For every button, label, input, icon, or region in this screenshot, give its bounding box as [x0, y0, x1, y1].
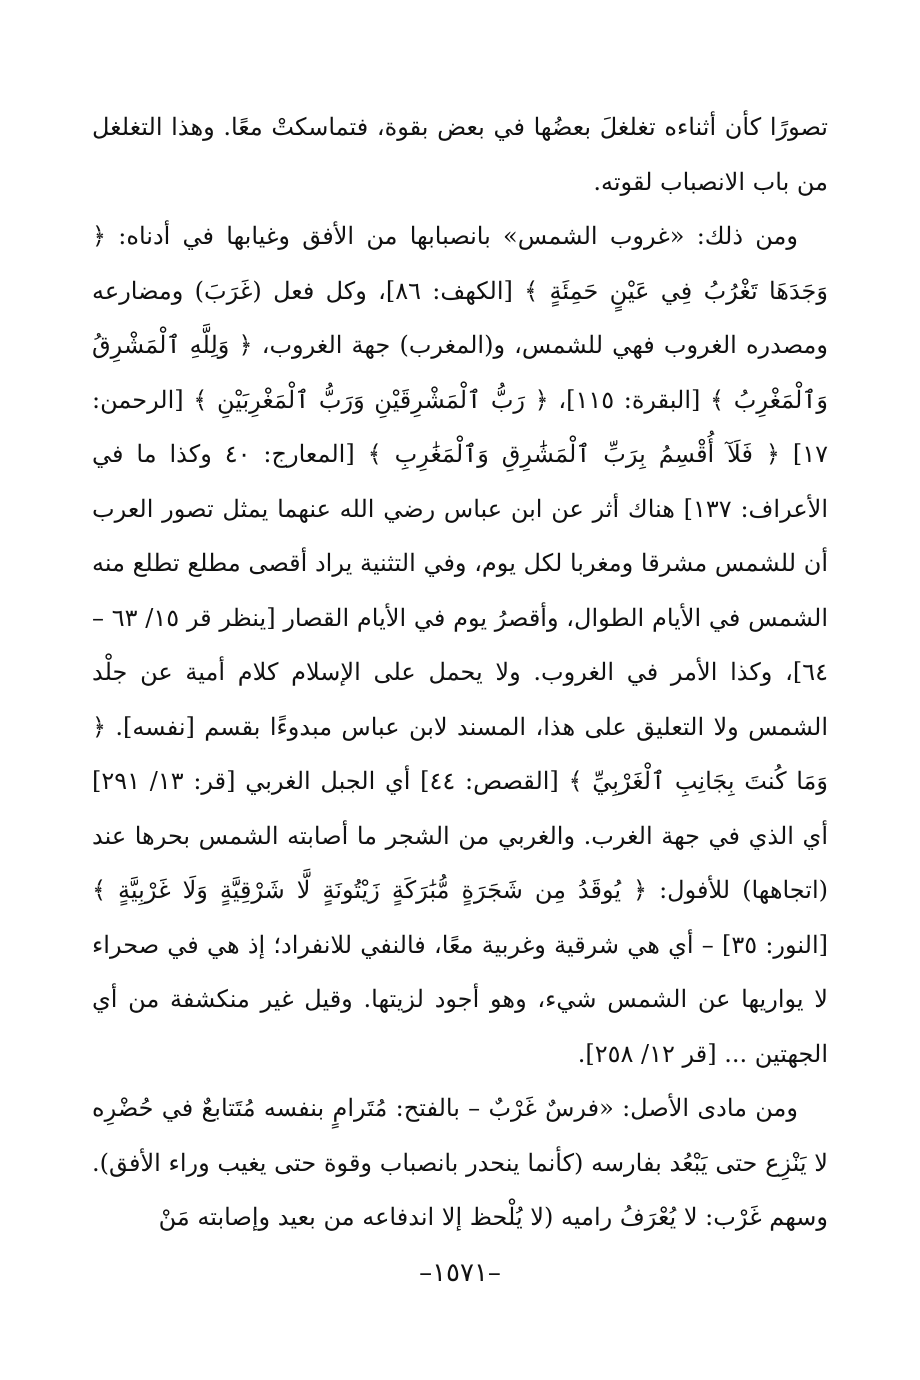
paragraph-sunset-examples: ومن ذلك: «غروب الشمس» بانصبابها من الأفق وغيابها في أدناه: ﴿ وَجَدَهَا تَغْرُبُ فِي عَيْنٍ حَمِئَةٍ ﴾ [الكهف: ٨٦]، وكل فعل (غَرَبَ) ومضارعه ومصدره الغروب فهي للشمس، و(المغرب) جهة الغروب، ﴿ وَلِلَّهِ ٱلْمَشْرِقُ وَٱلْمَغْرِبُ ﴾ [البقرة: ١١٥]، ﴿ رَبُّ ٱلْمَشْرِقَيْنِ وَرَبُّ ٱلْمَغْرِبَيْنِ ﴾ [الرحمن: ١٧] ﴿ فَلَآ أُقْسِمُ بِرَبِّ ٱلْمَشَٰرِقِ وَٱلْمَغَٰرِبِ ﴾ [المعارج: ٤٠ وكذا ما في الأعراف: ١٣٧] هناك أثر عن ابن عباس رضي الله عنهما يمثل تصور العرب أن للشمس مشرقا ومغربا لكل يوم، وفي التثنية يراد أقصى مطلع تطلع منه الشمس في الأيام الطوال، وأقصرُ يوم في الأيام القصار [ينظر قر ١٥/ ٦٣ – ٦٤]، وكذا الأمر في الغروب. ولا يحمل على الإسلام كلام أمية عن جلْد الشمس ولا التعليق على هذا، المسند لابن عباس مبدوءًا بقسم [نفسه]. ﴿ وَمَا كُنتَ بِجَانِبِ ٱلْغَرْبِيِّ ﴾ [القصص: ٤٤] أي الجبل الغربي [قر: ١٣/ ٢٩١] أي الذي في جهة الغرب. والغربي من الشجر ما أصابته الشمس بحرها عند (اتجاهها) للأفول: ﴿ يُوقَدُ مِن شَجَرَةٍ مُّبَٰرَكَةٍ زَيْتُونَةٍ لَّا شَرْقِيَّةٍ وَلَا غَرْبِيَّةٍ ﴾ [النور: ٣٥] – أي هي شرقية وغربية معًا، فالنفي للانفراد؛ إذ هي في صحراء لا يواريها عن الشمس شيء، وهو أجود لزيتها. وقيل غير منكشفة من أي الجهتين ... [قر ١٢/ ٢٥٨].	[92, 222, 828, 1068]
paragraph-root-meanings: ومن مادى الأصل: «فرسٌ غَرْبٌ – بالفتح: مُتَرامٍ بنفسه مُتَتابعٌ في حُضْرِه لا يَنْزِع حتى يَبْعُد بفارسه (كأنما ينحدر بانصباب وقوة حتى يغيب وراء الأفق). وسهم غَرْب: لا يُعْرَفُ راميه (لا يُلْحظ إلا اندفاعه من بعيد وإصابته مَنْ	[92, 1094, 828, 1231]
paragraph-continuation: تصورًا كأن أثناءه تغلغلَ بعضُها في بعض بقوة، فتماسكتْ معًا. وهذا التغلغل من باب الانصباب لقوته.	[92, 113, 828, 196]
page-body	[92, 100, 828, 1245]
page-number: –١٥٧١–	[419, 1258, 501, 1288]
